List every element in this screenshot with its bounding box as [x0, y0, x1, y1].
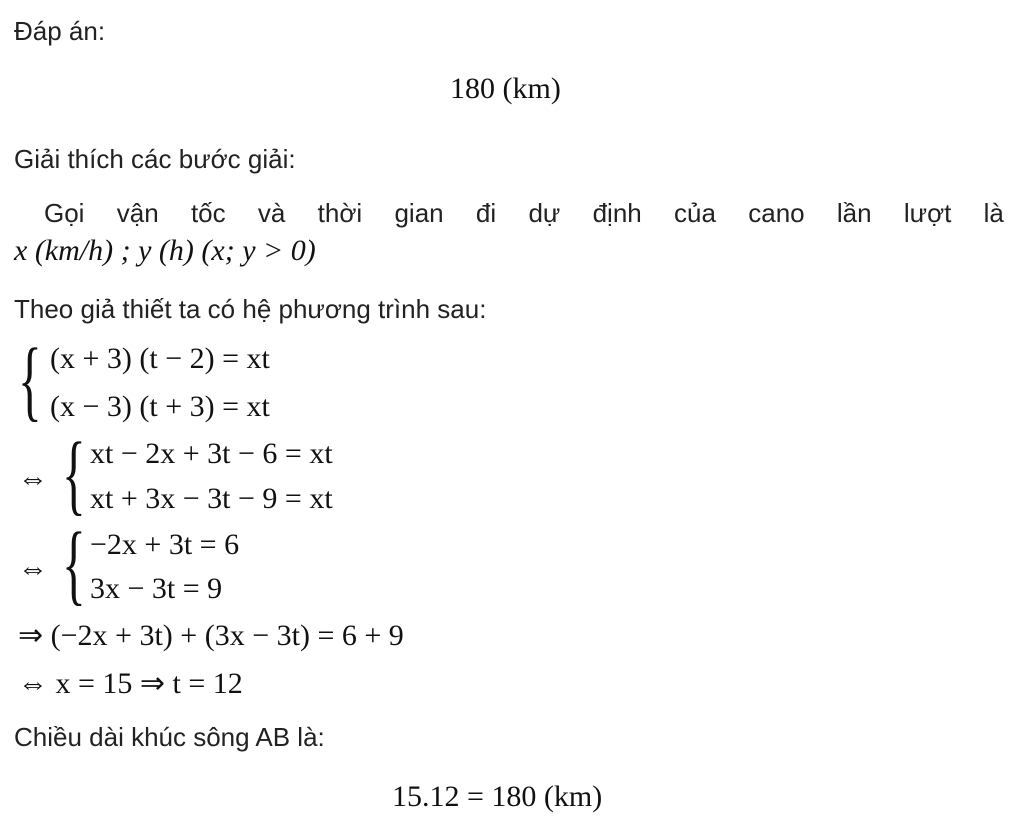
intro-word: là	[983, 198, 1004, 228]
intro-word: lượt	[903, 198, 952, 228]
system2-eq2: xt + 3x − 3t − 9 = xt	[90, 482, 333, 515]
intro-sentence	[14, 198, 1004, 229]
intro-word: tốc	[190, 198, 226, 228]
sum-line: ⇒ (−2x + 3t) + (3x − 3t) = 6 + 9	[18, 619, 404, 652]
answer-label: Đáp án:	[14, 16, 106, 46]
answer-value: 180 (km)	[450, 72, 561, 105]
intro-word: thời	[317, 198, 363, 228]
intro-word: đi	[475, 198, 497, 228]
system3-eq2: 3x − 3t = 9	[90, 572, 223, 605]
equiv-symbol: ⇔	[18, 552, 48, 585]
length-value: 15.12 = 180 (km)	[392, 780, 603, 813]
intro-math: x (km/h) ; y (h) (x; y > 0)	[14, 234, 316, 267]
left-brace: {	[62, 515, 86, 614]
left-brace: {	[18, 331, 42, 430]
system1-eq1: (x + 3) (t − 2) = xt	[50, 342, 270, 375]
intro-word: dự	[528, 198, 561, 228]
intro-word: của	[674, 198, 716, 228]
system3-eq1: −2x + 3t = 6	[90, 528, 240, 561]
intro-word: Gọi	[44, 198, 85, 228]
system1-eq2: (x − 3) (t + 3) = xt	[50, 390, 270, 423]
length-label: Chiều dài khúc sông AB là:	[14, 722, 325, 752]
system-label: Theo giả thiết ta có hệ phương trình sau:	[14, 294, 487, 324]
explain-label: Giải thích các bước giải:	[14, 144, 296, 174]
equiv-symbol: ⇔	[18, 462, 48, 495]
intro-word: và	[257, 198, 286, 228]
result-line: ⇔ x = 15 ⇒ t = 12	[18, 667, 243, 700]
intro-word: vận	[116, 198, 159, 228]
intro-word: lần	[836, 198, 872, 228]
intro-word: gian	[394, 198, 444, 228]
intro-word: định	[592, 198, 642, 228]
intro-word: cano	[748, 198, 805, 228]
left-brace: {	[62, 425, 86, 524]
system2-eq1: xt − 2x + 3t − 6 = xt	[90, 437, 333, 470]
